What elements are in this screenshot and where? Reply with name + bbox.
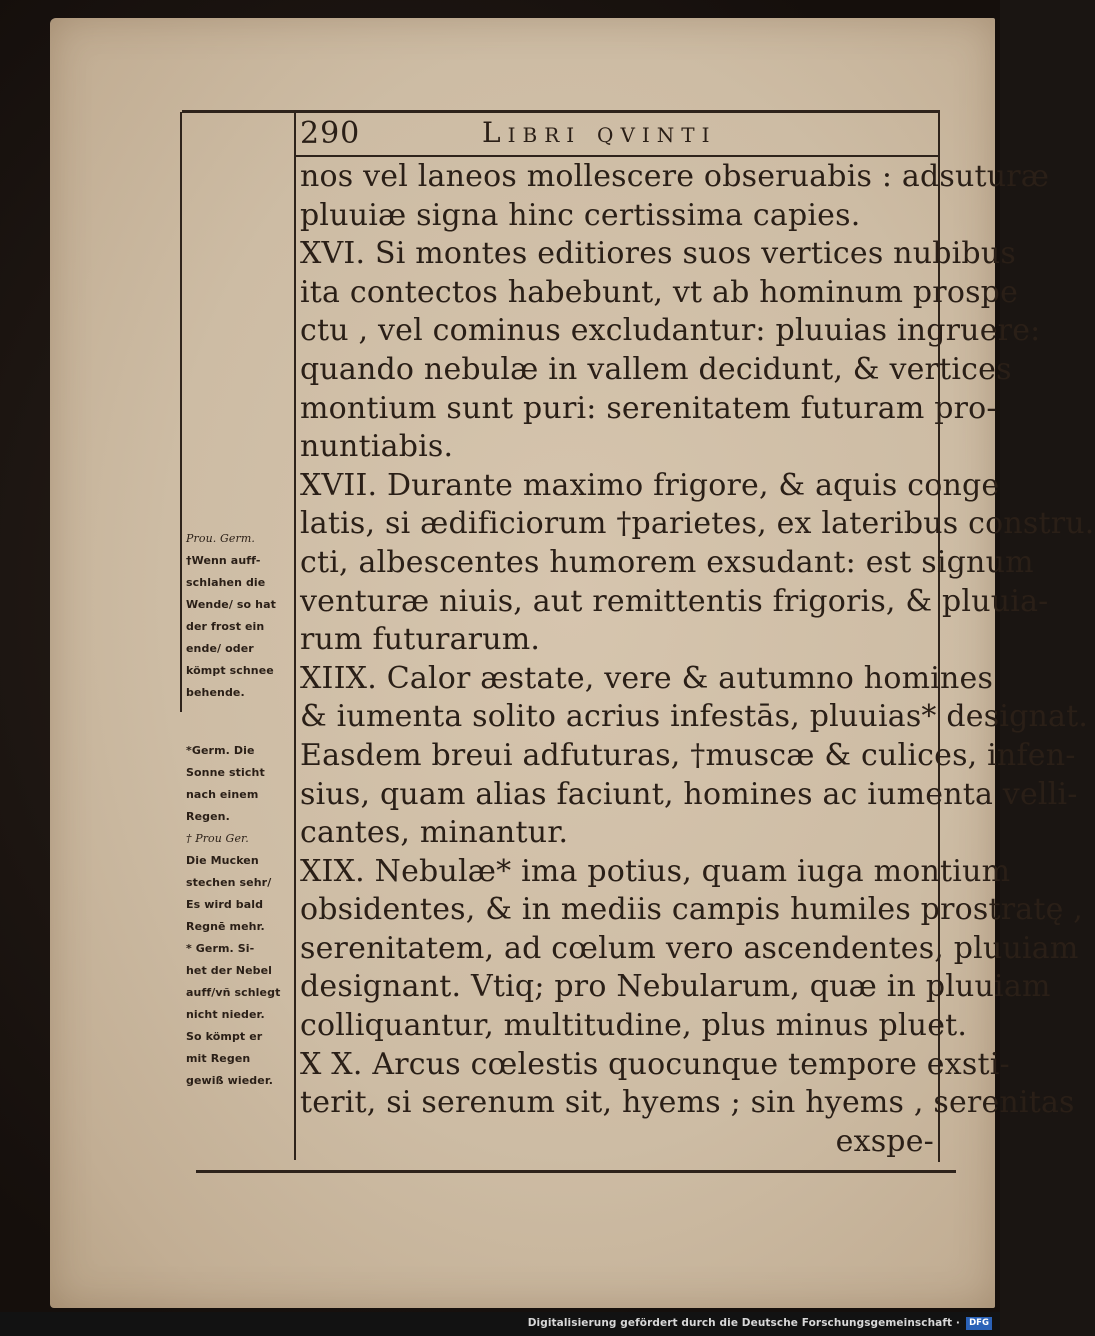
text-line: ita contectos habebunt, vt ab hominum prospe bbox=[300, 274, 1019, 310]
note-line: Regnē mehr. bbox=[186, 920, 265, 933]
text-line: cti, albescentes humorem exsudant: est signum bbox=[300, 544, 1034, 580]
text-line: obsidentes, & in mediis campis humiles prostratę , bbox=[300, 892, 1084, 928]
text-line: terit, si serenum sit, hyems ; sin hyems , serenitas bbox=[300, 1085, 1075, 1121]
note-line: schlahen die bbox=[186, 576, 266, 589]
marginal-note-1 bbox=[186, 528, 294, 704]
text-line: rum futurarum. bbox=[300, 622, 541, 658]
text-line: nuntiabis. bbox=[300, 429, 454, 465]
note-line: mit Regen bbox=[186, 1052, 251, 1065]
note-line: †Wenn auff- bbox=[186, 554, 261, 567]
text-line: XIX. Nebulæ* ima potius, quam iuga montium bbox=[300, 853, 1011, 889]
dfg-logo-icon: DFG bbox=[966, 1317, 992, 1330]
footer-bar bbox=[0, 1312, 1000, 1336]
note-line: auff/vñ schlegt bbox=[186, 986, 281, 999]
footer-credit: Digitalisierung gefördert durch die Deutsche Forschungsgemeinschaft · bbox=[527, 1317, 960, 1329]
text-line: colliquantur, multitudine, plus minus pluet. bbox=[300, 1008, 968, 1044]
text-line: latis, si ædificiorum †parietes, ex lateribus constru. bbox=[300, 506, 1095, 542]
gutter-rule bbox=[294, 112, 296, 1160]
note-line: Wende/ so hat bbox=[186, 598, 276, 611]
note-line: stechen sehr/ bbox=[186, 876, 272, 889]
text-line: XVII. Durante maximo frigore, & aquis conge bbox=[300, 467, 1000, 503]
note-line: nicht nieder. bbox=[186, 1008, 265, 1021]
note-line: Regen. bbox=[186, 810, 230, 823]
note-line: kömpt schnee bbox=[186, 664, 274, 677]
note-line: Die Mucken bbox=[186, 854, 259, 867]
text-line: montium sunt puri: serenitatem futuram pro- bbox=[300, 390, 997, 426]
note-line: So kömpt er bbox=[186, 1030, 263, 1043]
note-line: Prou. Germ. bbox=[186, 532, 255, 545]
note-line: * Germ. Si- bbox=[186, 942, 255, 955]
catchword: exspe- bbox=[835, 1123, 934, 1159]
note-line: nach einem bbox=[186, 788, 259, 801]
text-line: pluuiæ signa hinc certissima capies. bbox=[300, 197, 861, 233]
bottom-rule bbox=[196, 1170, 956, 1173]
note-line: *Germ. Die bbox=[186, 744, 255, 757]
text-line: ctu , vel cominus excludantur: pluuias ingruere: bbox=[300, 313, 1041, 349]
note-line: ende/ oder bbox=[186, 642, 254, 655]
note-line: gewiß wieder. bbox=[186, 1074, 274, 1087]
note-line: † Prou Ger. bbox=[186, 832, 249, 845]
note-line: Es wird bald bbox=[186, 898, 264, 911]
page-number: 290 bbox=[300, 116, 361, 151]
text-line: XVI. Si montes editiores suos vertices nubibus bbox=[300, 236, 1016, 272]
note-line: behende. bbox=[186, 686, 245, 699]
text-line: & iumenta solito acrius infestās, pluuias* designat. bbox=[300, 699, 1089, 735]
text-line: serenitatem, ad cœlum vero ascendentes, pluuiam bbox=[300, 930, 1079, 966]
text-line: cantes, minantur. bbox=[300, 815, 569, 851]
page-header bbox=[300, 116, 940, 156]
text-line: X X. Arcus cœlestis quocunque tempore exsti- bbox=[300, 1046, 1010, 1082]
left-margin-rule bbox=[180, 112, 182, 712]
text-line: quando nebulæ in vallem decidunt, & vertices bbox=[300, 351, 1012, 387]
text-line: venturæ niuis, aut remittentis frigoris, & pluuia- bbox=[300, 583, 1049, 619]
note-line: het der Nebel bbox=[186, 964, 273, 977]
text-line: nos vel laneos mollescere obseruabis : adsuturæ bbox=[300, 159, 1050, 194]
marginal-note-2 bbox=[186, 740, 294, 1092]
body-text bbox=[300, 158, 1095, 1161]
note-line: Sonne sticht bbox=[186, 766, 265, 779]
text-line: Easdem breui adfuturas, †muscæ & culices, infen- bbox=[300, 737, 1076, 773]
note-line: der frost ein bbox=[186, 620, 265, 633]
text-line: XIIX. Calor æstate, vere & autumno homines bbox=[300, 660, 994, 696]
running-head: Libri qvinti bbox=[482, 116, 717, 149]
text-line: sius, quam alias faciunt, homines ac iumenta velli- bbox=[300, 776, 1078, 812]
text-line: designant. Vtiq; pro Nebularum, quæ in pluuiam bbox=[300, 969, 1051, 1005]
